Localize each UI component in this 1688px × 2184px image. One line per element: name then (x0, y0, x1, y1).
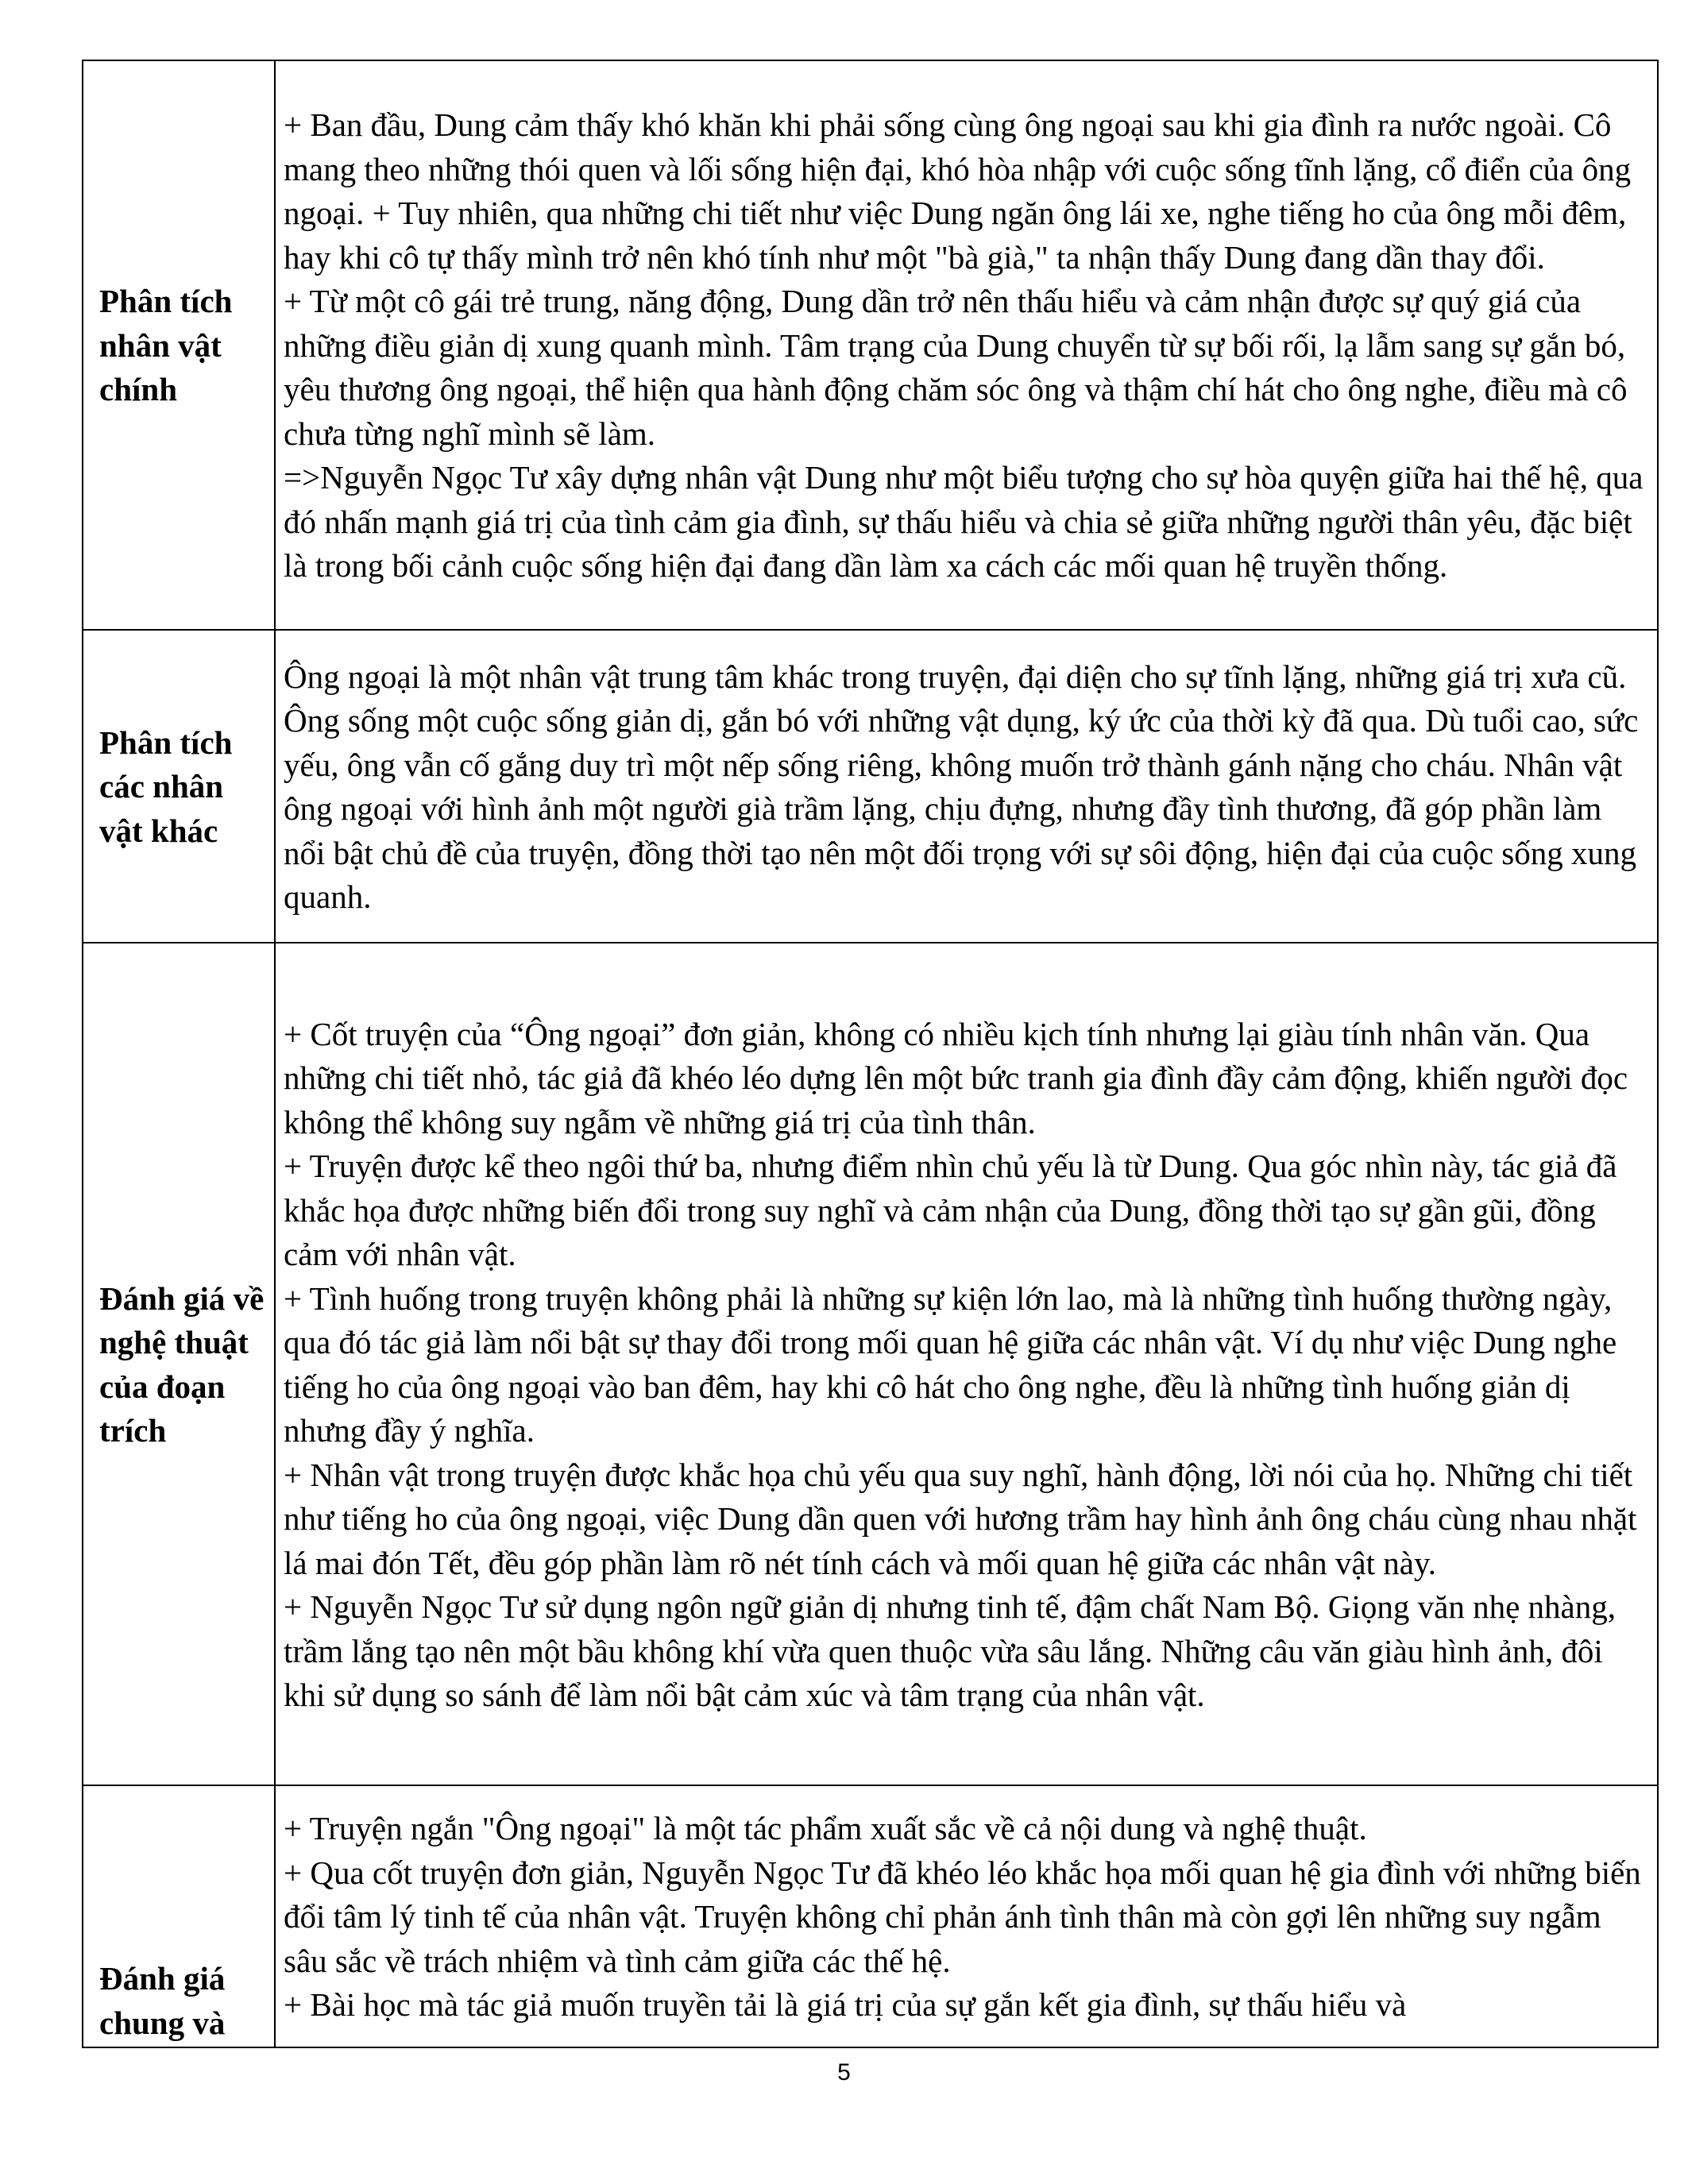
paragraph: + Truyện được kể theo ngôi thứ ba, nhưng điểm nhìn chủ yếu là từ Dung. Qua góc nhìn này, tác giả đã khắc họa được những biến đổi trong suy nghĩ và cảm nhận của Dung, đồng thời tạo sự gần gũi, đồng cảm với nhân vật. (284, 1148, 1617, 1272)
paragraph: + Nhân vật trong truyện được khắc họa chủ yếu qua suy nghĩ, hành động, lời nói của họ. Những chi tiết như tiếng ho của ông ngoại, việc Dung dần quen với hương trầm hay hình ảnh ông cháu cùng nhau nhặt lá mai đón Tết, đều góp phần làm rõ nét tính cách và mối quan hệ giữa các nhân vật này. (284, 1456, 1637, 1581)
paragraph: =>Nguyễn Ngọc Tư xây dựng nhân vật Dung như một biểu tượng cho sự hòa quyện giữa hai thế hệ, qua đó nhấn mạnh giá trị của tình cảm gia đình, sự thấu hiểu và chia sẻ giữa những người thân yêu, đặc biệt là trong bối cảnh cuộc sống hiện đại đang dần làm xa cách các mối quan hệ truyền thống. (284, 459, 1644, 585)
paragraph: + Truyện ngắn "Ông ngoại" là một tác phẩm xuất sắc về cả nội dung và nghệ thuật. (284, 1810, 1367, 1847)
row-label-main-character: Phân tích nhân vật chính (83, 60, 275, 630)
page-number: 5 (837, 2059, 851, 2086)
paragraph: + Từ một cô gái trẻ trung, năng động, Dung dần trở nên thấu hiểu và cảm nhận được sự quý giá của những điều giản dị xung quanh mình. Tâm trạng của Dung chuyển từ sự bối rối, lạ lẫm sang sự gắn bó, yêu thương ông ngoại, thể hiện qua hành động chăm sóc ông và thậm chí hát cho ông nghe, điều mà cô chưa từng nghĩ mình sẽ làm. (284, 283, 1628, 452)
paragraph: + Bài học mà tác giả muốn truyền tải là giá trị của sự gắn kết gia đình, sự thấu hiểu và (284, 1986, 1407, 2024)
paragraph: + Tình huống trong truyện không phải là những sự kiện lớn lao, mà là những tình huống thường ngày, qua đó tác giả làm nổi bật sự thay đổi trong mối quan hệ giữa các nhân vật. Ví dụ như việc Dung nghe tiếng ho của ông ngoại vào ban đêm, hay khi cô hát cho ông nghe, đều là những tình huống giản dị nhưng đầy ý nghĩa. (284, 1279, 1617, 1449)
row-content-other-characters (275, 630, 1658, 943)
row-label-artistic-evaluation: Đánh giá về nghệ thuật của đoạn trích (83, 943, 275, 1785)
table-row-main-character (83, 60, 1658, 630)
analysis-table (82, 60, 1659, 2048)
row-content-artistic-evaluation (275, 943, 1658, 1785)
paragraph: + Nguyễn Ngọc Tư sử dụng ngôn ngữ giản dị nhưng tinh tế, đậm chất Nam Bộ. Giọng văn nhẹ nhàng, trầm lắng tạo nên một bầu không khí vừa quen thuộc vừa sâu lắng. Những câu văn giàu hình ảnh, đôi khi sử dụng so sánh để làm nổi bật cảm xúc và tâm trạng của nhân vật. (284, 1588, 1616, 1713)
table-row-other-characters (83, 630, 1658, 943)
paragraph: + Qua cốt truyện đơn giản, Nguyễn Ngọc Tư đã khéo léo khắc họa mối quan hệ gia đình với những biến đổi tâm lý tinh tế của nhân vật. Truyện không chỉ phản ánh tình thân mà còn gợi lên những suy ngẫm sâu sắc về trách nhiệm và tình cảm giữa các thế hệ. (284, 1854, 1641, 1979)
paragraph: + Cốt truyện của “Ông ngoại” đơn giản, không có nhiều kịch tính nhưng lại giàu tính nhân văn. Qua những chi tiết nhỏ, tác giả đã khéo léo dựng lên một bức tranh gia đình đầy cảm động, khiến người đọc không thể không suy ngẫm về những giá trị của tình thân. (284, 1015, 1628, 1140)
table-row-overall-evaluation (83, 1785, 1658, 2047)
row-label-other-characters: Phân tích các nhân vật khác (83, 630, 275, 943)
row-label-overall-evaluation: Đánh giá chung và (83, 1785, 275, 2047)
row-content-main-character (275, 60, 1658, 630)
paragraph: Ông ngoại là một nhân vật trung tâm khác trong truyện, đại diện cho sự tĩnh lặng, những giá trị xưa cũ. Ông sống một cuộc sống giản dị, gắn bó với những vật dụng, ký ức của thời kỳ đã qua. Dù tuổi cao, sức yếu, ông vẫn cố gắng duy trì một nếp sống riêng, không muốn trở thành gánh nặng cho cháu. Nhân vật ông ngoại với hình ảnh một người già trầm lặng, chịu đựng, nhưng đầy tình thương, đã góp phần làm nổi bật chủ đề của truyện, đồng thời tạo nên một đối trọng với sự sôi động, hiện đại của cuộc sống xung quanh. (284, 658, 1639, 915)
table-row-artistic-evaluation (83, 943, 1658, 1785)
row-content-overall-evaluation (275, 1785, 1658, 2047)
paragraph: + Ban đầu, Dung cảm thấy khó khăn khi phải sống cùng ông ngoại sau khi gia đình ra nước ngoài. Cô mang theo những thói quen và lối sống hiện đại, khó hòa nhập với cuộc sống tĩnh lặng, cổ điển của ông ngoại. + Tuy nhiên, qua những chi tiết như việc Dung ngăn ông lái xe, nghe tiếng ho của ông mỗi đêm, hay khi cô tự thấy mình trở nên khó tính như một "bà già," ta nhận thấy Dung đang dần thay đổi. (284, 106, 1632, 276)
